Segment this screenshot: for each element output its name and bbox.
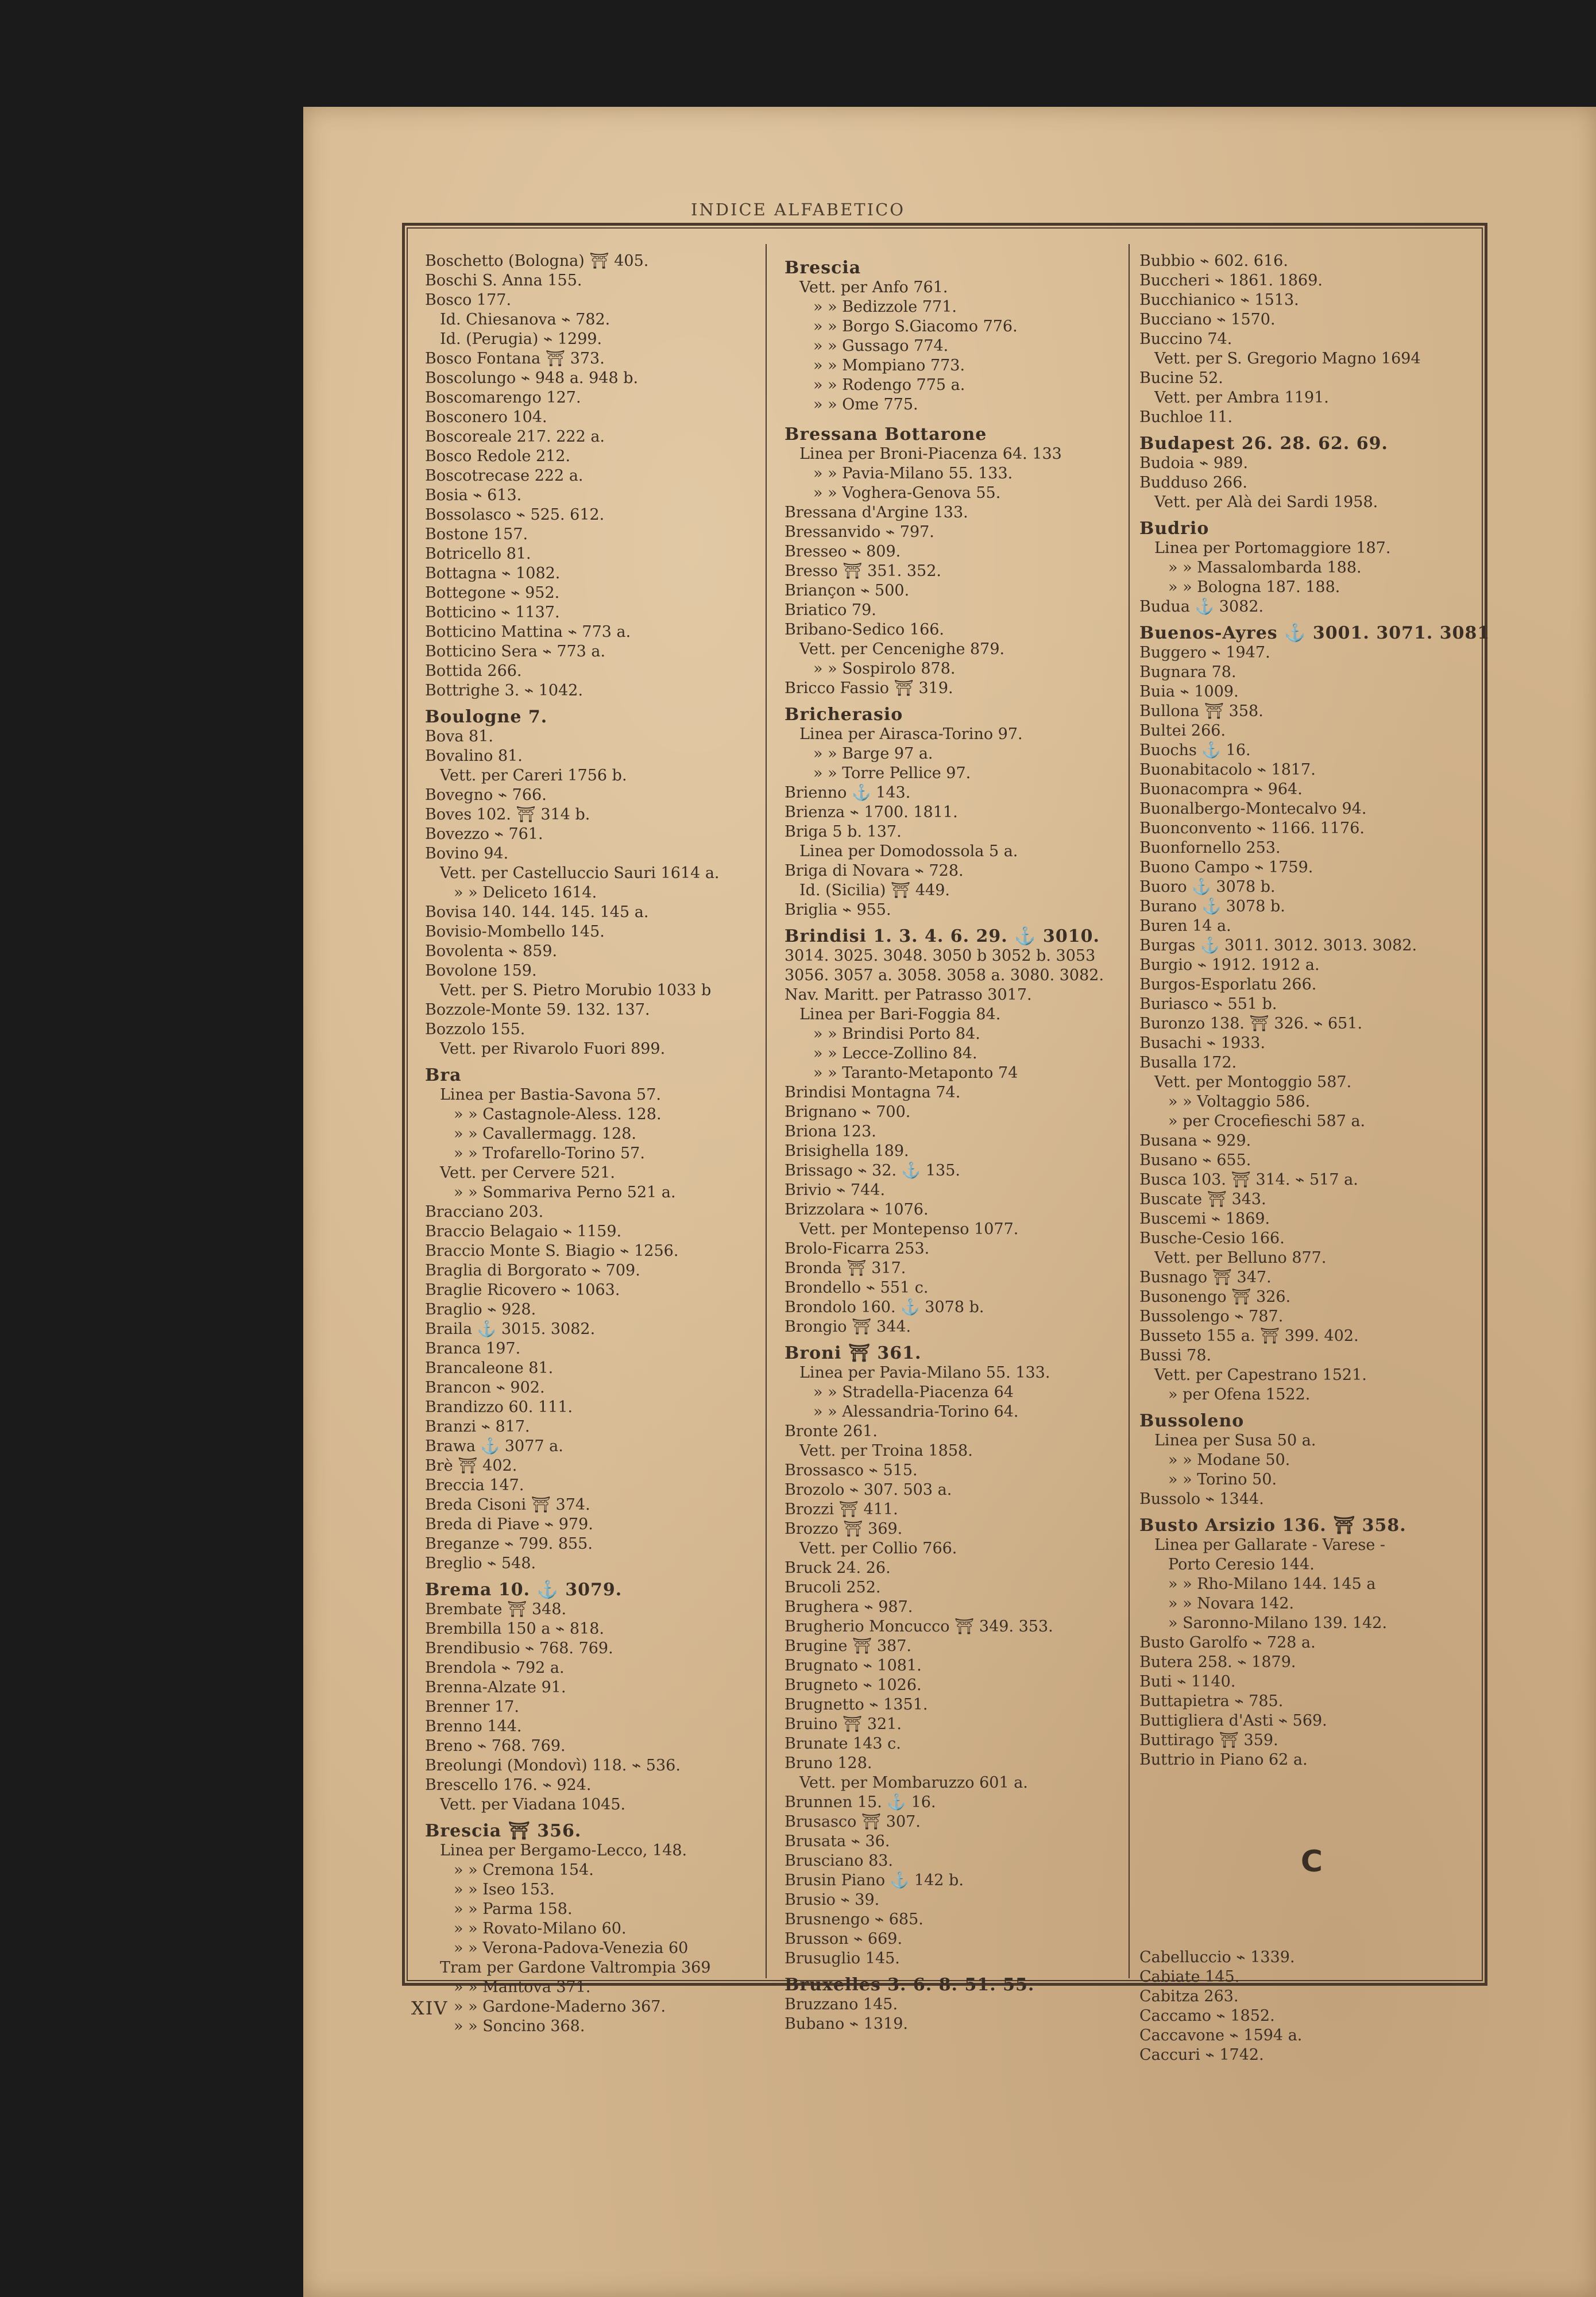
index-heading: Bra — [425, 1065, 462, 1085]
index-entry: Brenno 144. — [425, 1718, 522, 1735]
index-entry: Buren 14 a. — [1139, 917, 1231, 935]
index-heading: Bricherasio — [785, 705, 903, 725]
index-entry: Bultei 266. — [1139, 722, 1226, 740]
index-entry: Vett. per Castelluccio Sauri 1614 a. — [440, 864, 720, 882]
index-entry: Bubano ⌁ 1319. — [785, 2015, 908, 2033]
index-entry: Vett. per S. Gregorio Magno 1694 — [1154, 350, 1421, 368]
index-entry: Vett. per Montoggio 587. — [1154, 1073, 1352, 1091]
index-entry: Buonfornello 253. — [1139, 839, 1281, 857]
index-entry: Brusata ⌁ 36. — [785, 1832, 890, 1850]
index-entry: » » Cavallermagg. 128. — [454, 1125, 637, 1143]
index-entry: Boscoreale 217. 222 a. — [425, 428, 605, 446]
index-entry: Bricco Fassio ⛩ 319. — [785, 679, 953, 697]
index-entry: Boves 102. ⛩ 314 b. — [425, 806, 590, 823]
index-entry: Bosia ⌁ 613. — [425, 486, 522, 504]
index-entry: Breda Cisoni ⛩ 374. — [425, 1496, 590, 1514]
index-entry: » » Gardone-Maderno 367. — [454, 1998, 666, 2016]
index-entry: Vett. per Viadana 1045. — [440, 1796, 626, 1813]
index-entry: » » Iseo 153. — [454, 1881, 555, 1898]
index-entry: Busca 103. ⛩ 314. ⌁ 517 a. — [1139, 1171, 1358, 1189]
index-entry: Vett. per Troina 1858. — [799, 1442, 973, 1460]
index-entry: Buggero ⌁ 1947. — [1139, 644, 1270, 662]
index-entry: Buriasco ⌁ 551 b. — [1139, 995, 1277, 1013]
index-heading: Budapest 26. 28. 62. 69. — [1139, 434, 1388, 454]
index-entry: Brucoli 252. — [785, 1579, 881, 1596]
index-entry: Brugnetto ⌁ 1351. — [785, 1696, 928, 1714]
index-entry: Braccio Monte S. Biagio ⌁ 1256. — [425, 1242, 679, 1260]
index-heading: Brescia ⛩ 356. — [425, 1821, 582, 1841]
index-entry: Vett. per Rivarolo Fuori 899. — [440, 1040, 666, 1058]
index-entry: Brancon ⌁ 902. — [425, 1379, 545, 1397]
index-entry: » » Cremona 154. — [454, 1861, 594, 1879]
index-heading: Bruxelles 3. 6. 8. 51. 55. — [785, 1975, 1035, 1995]
index-entry: » » Sommariva Perno 521 a. — [454, 1184, 676, 1201]
index-entry: Busto Garolfo ⌁ 728 a. — [1139, 1634, 1316, 1652]
index-entry: Linea per Broni-Piacenza 64. 133 — [799, 445, 1062, 463]
index-entry: Brolo-Ficarra 253. — [785, 1240, 930, 1258]
index-entry: Brisighella 189. — [785, 1142, 909, 1160]
index-entry: Brissago ⌁ 32. ⚓ 135. — [785, 1162, 960, 1180]
index-entry: Vett. per Mombaruzzo 601 a. — [799, 1774, 1028, 1792]
index-entry: Brendola ⌁ 792 a. — [425, 1659, 565, 1677]
index-entry: Linea per Susa 50 a. — [1154, 1432, 1316, 1449]
index-entry: Bovisio-Mombello 145. — [425, 923, 605, 941]
index-entry: Busnago ⛩ 347. — [1139, 1269, 1272, 1286]
index-column-3 — [1139, 252, 1490, 2064]
index-entry: Buttrio in Piano 62 a. — [1139, 1751, 1308, 1769]
index-entry: Buonalbergo-Montecalvo 94. — [1139, 800, 1367, 818]
index-entry: Vett. per Capestrano 1521. — [1154, 1366, 1367, 1384]
index-entry: » » Alessandria-Torino 64. — [813, 1403, 1019, 1421]
index-entry: Bruno 128. — [785, 1754, 872, 1772]
index-entry: Botricello 81. — [425, 545, 531, 563]
index-entry: Brugneto ⌁ 1026. — [785, 1676, 922, 1694]
index-entry: Bossolasco ⌁ 525. 612. — [425, 506, 605, 524]
index-entry: Bottida 266. — [425, 662, 522, 680]
index-entry: Brusson ⌁ 669. — [785, 1930, 903, 1948]
index-entry: Id. (Sicilia) ⛩ 449. — [799, 881, 950, 899]
index-entry: Brondolo 160. ⚓ 3078 b. — [785, 1298, 984, 1316]
index-entry: Branca 197. — [425, 1340, 521, 1358]
index-entry: Braglio ⌁ 928. — [425, 1301, 536, 1318]
index-heading: Busto Arsizio 136. ⛩ 358. — [1139, 1515, 1406, 1536]
index-entry: Bosco Redole 212. — [425, 447, 571, 465]
section-letter: C — [1300, 1844, 1323, 1879]
index-entry: » » Voltaggio 586. — [1168, 1093, 1311, 1111]
index-entry: Breno ⌁ 768. 769. — [425, 1737, 566, 1755]
index-entry: Bozzolo 155. — [425, 1020, 525, 1038]
index-entry: Bovisa 140. 144. 145. 145 a. — [425, 903, 649, 921]
index-entry: Linea per Gallarate - Varese - — [1154, 1536, 1386, 1554]
index-entry: Busseto 155 a. ⛩ 399. 402. — [1139, 1327, 1359, 1345]
index-entry: Budua ⚓ 3082. — [1139, 598, 1264, 616]
index-entry: Budoia ⌁ 989. — [1139, 454, 1249, 472]
index-entry: Bruck 24. 26. — [785, 1559, 891, 1577]
index-entry: Bozzole-Monte 59. 132. 137. — [425, 1001, 650, 1019]
index-entry: 3056. 3057 a. 3058. 3058 a. 3080. 3082. — [785, 966, 1104, 984]
index-entry: Boscomarengo 127. — [425, 389, 581, 407]
index-entry: Buonabitacolo ⌁ 1817. — [1139, 761, 1316, 779]
index-entry: Bussolo ⌁ 1344. — [1139, 1490, 1264, 1508]
index-entry: » » Novara 142. — [1168, 1595, 1294, 1612]
index-entry: Cabitza 263. — [1139, 1987, 1239, 2005]
index-entry: Brugine ⛩ 387. — [785, 1637, 911, 1655]
index-entry: Braila ⚓ 3015. 3082. — [425, 1320, 596, 1338]
index-entry: Bussi 78. — [1139, 1347, 1212, 1364]
index-entry: Bovino 94. — [425, 845, 509, 863]
index-entry: Bugnara 78. — [1139, 663, 1236, 681]
index-entry: Brawa ⚓ 3077 a. — [425, 1437, 563, 1455]
index-entry: Brozzo ⛩ 369. — [785, 1520, 903, 1538]
index-heading: Buenos-Ayres ⚓ 3001. 3071. 3081 — [1139, 623, 1490, 643]
index-entry: Vett. per Anfo 761. — [799, 279, 948, 296]
index-entry: » » Stradella-Piacenza 64 — [813, 1383, 1014, 1401]
index-entry: » » Lecce-Zollino 84. — [813, 1045, 977, 1062]
index-entry: » » Taranto-Metaponto 74 — [813, 1064, 1018, 1082]
page-number: XIV — [411, 1997, 449, 2019]
index-entry: Bronda ⛩ 317. — [785, 1259, 906, 1277]
index-entry: » » Barge 97 a. — [813, 745, 933, 763]
index-entry: Brenner 17. — [425, 1698, 519, 1716]
index-entry: Buccheri ⌁ 1861. 1869. — [1139, 272, 1323, 289]
index-entry: Buscate ⛩ 343. — [1139, 1190, 1266, 1208]
index-entry: » » Rovato-Milano 60. — [454, 1920, 627, 1938]
index-heading: Broni ⛩ 361. — [785, 1343, 922, 1363]
index-entry: Cabiate 145. — [1139, 1968, 1240, 1986]
index-entry: Bovolenta ⌁ 859. — [425, 942, 558, 960]
index-entry: » » Mompiano 773. — [813, 357, 965, 374]
index-entry: » » Soncino 368. — [454, 2017, 585, 2035]
index-entry: Bosco 177. — [425, 291, 512, 309]
index-entry: Briançon ⌁ 500. — [785, 582, 910, 600]
index-entry: » » Parma 158. — [454, 1900, 573, 1918]
index-entry: Id. Chiesanova ⌁ 782. — [440, 311, 610, 328]
index-entry: Brignano ⌁ 700. — [785, 1103, 911, 1121]
index-entry: Brusnengo ⌁ 685. — [785, 1911, 923, 1928]
index-entry: Braglia di Borgorato ⌁ 709. — [425, 1262, 640, 1279]
index-entry: Briglia ⌁ 955. — [785, 901, 891, 919]
index-entry: » » Castagnole-Aless. 128. — [454, 1105, 662, 1123]
index-entry: » » Rodengo 775 a. — [813, 376, 965, 394]
index-entry: Brozolo ⌁ 307. 503 a. — [785, 1481, 952, 1499]
index-entry: Id. (Perugia) ⌁ 1299. — [440, 330, 602, 348]
index-entry: Burgio ⌁ 1912. 1912 a. — [1139, 956, 1320, 974]
index-entry: » » Sospirolo 878. — [813, 660, 956, 678]
index-entry: Brandizzo 60. 111. — [425, 1398, 573, 1416]
index-entry: Brè ⛩ 402. — [425, 1457, 517, 1475]
index-entry: Buchloe 11. — [1139, 408, 1233, 426]
index-entry: Briatico 79. — [785, 601, 876, 619]
index-entry: » » Rho-Milano 144. 145 a — [1168, 1575, 1376, 1593]
index-entry: Bronte 261. — [785, 1422, 878, 1440]
index-entry: » per Ofena 1522. — [1168, 1386, 1311, 1403]
index-entry: Brusio ⌁ 39. — [785, 1891, 880, 1909]
index-entry: Bucciano ⌁ 1570. — [1139, 311, 1276, 328]
index-entry: Busana ⌁ 929. — [1139, 1132, 1251, 1150]
index-entry: Vett. per Ambra 1191. — [1154, 389, 1329, 407]
index-entry: Brienno ⚓ 143. — [785, 784, 911, 802]
index-entry: Bucine 52. — [1139, 369, 1223, 387]
index-entry: Braccio Belagaio ⌁ 1159. — [425, 1223, 622, 1240]
page-header: INDICE ALFABETICO — [690, 200, 906, 219]
index-entry: Bovezzo ⌁ 761. — [425, 825, 543, 843]
index-entry: Braglie Ricovero ⌁ 1063. — [425, 1281, 620, 1299]
index-entry: » » Modane 50. — [1168, 1451, 1290, 1469]
index-entry: Linea per Portomaggiore 187. — [1154, 539, 1391, 557]
index-entry: » » Ome 775. — [813, 396, 918, 413]
index-entry: Bovegno ⌁ 766. — [425, 786, 547, 804]
index-entry: Busalla 172. — [1139, 1054, 1237, 1072]
index-entry: Breganze ⌁ 799. 855. — [425, 1535, 593, 1553]
index-entry: Linea per Bari-Foggia 84. — [799, 1006, 1001, 1023]
index-entry: » » Bedizzole 771. — [813, 298, 957, 316]
index-entry: Brongio ⛩ 344. — [785, 1318, 911, 1336]
index-entry: Tram per Gardone Valtrompia 369 — [440, 1959, 711, 1977]
index-entry: Brienza ⌁ 1700. 1811. — [785, 803, 958, 821]
index-entry: Buochs ⚓ 16. — [1139, 741, 1251, 759]
index-entry: Busche-Cesio 166. — [1139, 1229, 1285, 1247]
index-entry: Busonengo ⛩ 326. — [1139, 1288, 1291, 1306]
index-entry: » » Massalombarda 188. — [1168, 559, 1362, 577]
index-entry: Bovolone 159. — [425, 962, 537, 980]
index-entry: Brugnato ⌁ 1081. — [785, 1657, 922, 1675]
index-entry: » » Voghera-Genova 55. — [813, 484, 1001, 502]
index-entry: Buronzo 138. ⛩ 326. ⌁ 651. — [1139, 1015, 1363, 1033]
index-entry: Brizzolara ⌁ 1076. — [785, 1201, 929, 1219]
index-heading: Brema 10. ⚓ 3079. — [425, 1580, 623, 1600]
index-entry: Bottagna ⌁ 1082. — [425, 564, 561, 582]
index-entry: Brembate ⛩ 348. — [425, 1600, 567, 1618]
index-entry: Boscotrecase 222 a. — [425, 467, 583, 485]
index-entry: Brancaleone 81. — [425, 1359, 554, 1377]
index-entry: Buttirago ⛩ 359. — [1139, 1731, 1278, 1749]
index-entry: Buscemi ⌁ 1869. — [1139, 1210, 1270, 1228]
index-entry: Bottrighe 3. ⌁ 1042. — [425, 682, 583, 699]
index-entry: » » Brindisi Porto 84. — [813, 1025, 980, 1043]
index-entry: Bresso ⛩ 351. 352. — [785, 562, 941, 580]
index-entry: » » Borgo S.Giacomo 776. — [813, 318, 1018, 335]
index-entry: Bressana d'Argine 133. — [785, 504, 968, 521]
index-entry: Bracciano 203. — [425, 1203, 544, 1221]
index-entry: Porto Ceresio 144. — [1168, 1556, 1315, 1573]
index-entry: Botticino ⌁ 1137. — [425, 604, 560, 621]
index-entry: Butera 258. ⌁ 1879. — [1139, 1653, 1296, 1671]
index-entry: Buttapietra ⌁ 785. — [1139, 1692, 1284, 1710]
index-entry: Branzi ⌁ 817. — [425, 1418, 530, 1436]
index-entry: » » Verona-Padova-Venezia 60 — [454, 1939, 689, 1957]
index-entry: Brusasco ⛩ 307. — [785, 1813, 921, 1831]
index-entry: Nav. Maritt. per Patrasso 3017. — [785, 986, 1032, 1004]
index-entry: Brindisi Montagna 74. — [785, 1084, 961, 1101]
index-entry: Vett. per S. Pietro Morubio 1033 b — [440, 981, 712, 999]
index-entry: Bullona ⛩ 358. — [1139, 702, 1263, 720]
index-entry: » Saronno-Milano 139. 142. — [1168, 1614, 1388, 1632]
index-entry: Vett. per Belluno 877. — [1154, 1249, 1327, 1267]
index-entry: Bresseo ⌁ 809. — [785, 543, 901, 560]
index-entry: Linea per Bergamo-Lecco, 148. — [440, 1842, 687, 1859]
index-entry: Boschetto (Bologna) ⛩ 405. — [425, 252, 649, 270]
index-entry: Briga 5 b. 137. — [785, 823, 902, 841]
index-entry: Caccuri ⌁ 1742. — [1139, 2046, 1264, 2064]
index-heading: Brindisi 1. 3. 4. 6. 29. ⚓ 3010. — [785, 926, 1100, 946]
index-entry: Cabelluccio ⌁ 1339. — [1139, 1948, 1295, 1966]
index-entry: Bruzzano 145. — [785, 1996, 898, 2013]
index-entry: Buttigliera d'Asti ⌁ 569. — [1139, 1712, 1327, 1730]
index-entry: Burgas ⚓ 3011. 3012. 3013. 3082. — [1139, 937, 1417, 954]
index-entry: Bressanvido ⌁ 797. — [785, 523, 934, 541]
index-entry: Brembilla 150 a ⌁ 818. — [425, 1620, 604, 1638]
index-entry: Bova 81. — [425, 728, 493, 745]
index-entry: » » Deliceto 1614. — [454, 884, 597, 902]
index-entry: Brughera ⌁ 987. — [785, 1598, 913, 1616]
index-heading: Brescia — [785, 258, 861, 278]
index-entry: Buonacompra ⌁ 964. — [1139, 780, 1303, 798]
index-entry: Breccia 147. — [425, 1476, 524, 1494]
index-heading: Bressana Bottarone — [785, 424, 987, 444]
index-heading: Boulogne 7. — [425, 707, 548, 727]
index-entry: Busano ⌁ 655. — [1139, 1151, 1251, 1169]
index-entry: Buti ⌁ 1140. — [1139, 1673, 1236, 1691]
index-entry: Brusuglio 145. — [785, 1950, 900, 1967]
index-heading: Bussoleno — [1139, 1411, 1245, 1431]
index-entry: Botticino Sera ⌁ 773 a. — [425, 643, 606, 660]
index-entry: Boscolungo ⌁ 948 a. 948 b. — [425, 369, 639, 387]
index-entry: Vett. per Montepenso 1077. — [799, 1220, 1019, 1238]
index-entry: Vett. per Cervere 521. — [440, 1164, 615, 1182]
index-entry: Brivio ⌁ 744. — [785, 1181, 886, 1199]
index-entry: Bostone 157. — [425, 525, 528, 543]
index-entry: Brunnen 15. ⚓ 16. — [785, 1793, 936, 1811]
index-entry: 3014. 3025. 3048. 3050 b 3052 b. 3053 — [785, 947, 1096, 965]
index-column-2 — [785, 252, 1129, 2033]
index-entry: » » Bologna 187. 188. — [1168, 578, 1340, 596]
index-entry: Brendibusio ⌁ 768. 769. — [425, 1639, 613, 1657]
index-entry: Brossasco ⌁ 515. — [785, 1461, 918, 1479]
index-entry: Brusin Piano ⚓ 142 b. — [785, 1871, 964, 1889]
index-entry: » » Mantova 371. — [454, 1978, 591, 1996]
index-entry: Bussolengo ⌁ 787. — [1139, 1308, 1284, 1325]
index-entry: Breolungi (Mondovì) 118. ⌁ 536. — [425, 1757, 681, 1774]
index-entry: Breglio ⌁ 548. — [425, 1554, 536, 1572]
index-entry: Linea per Bastia-Savona 57. — [440, 1086, 661, 1104]
index-heading: Budrio — [1139, 519, 1209, 539]
index-entry: Budduso 266. — [1139, 474, 1247, 492]
index-entry: Brusciano 83. — [785, 1852, 894, 1870]
index-entry: » » Torre Pellice 97. — [813, 764, 971, 782]
index-entry: Brenna-Alzate 91. — [425, 1679, 566, 1696]
index-entry: Buono Campo ⌁ 1759. — [1139, 859, 1313, 876]
index-entry: Botticino Mattina ⌁ 773 a. — [425, 623, 631, 641]
index-entry: Linea per Airasca-Torino 97. — [799, 725, 1023, 743]
index-entry: Vett. per Cencenighe 879. — [799, 640, 1005, 658]
index-entry: Bovalino 81. — [425, 747, 523, 765]
index-entry: Brozzi ⛩ 411. — [785, 1501, 898, 1518]
index-entry: Burano ⚓ 3078 b. — [1139, 898, 1285, 915]
index-entry: » » Trofarello-Torino 57. — [454, 1144, 645, 1162]
index-entry: » » Torino 50. — [1168, 1471, 1277, 1488]
index-entry: Buoro ⚓ 3078 b. — [1139, 878, 1276, 896]
index-entry: Burgos-Esporlatu 266. — [1139, 976, 1317, 993]
index-entry: Bubbio ⌁ 602. 616. — [1139, 252, 1288, 270]
index-entry: » » Gussago 774. — [813, 337, 949, 355]
index-entry: Vett. per Careri 1756 b. — [440, 767, 627, 784]
index-entry: Buia ⌁ 1009. — [1139, 683, 1239, 701]
index-entry: Linea per Domodossola 5 a. — [799, 842, 1018, 860]
index-entry: Vett. per Collio 766. — [799, 1540, 957, 1557]
index-entry: Bosco Fontana ⛩ 373. — [425, 350, 605, 368]
index-entry: Brescello 176. ⌁ 924. — [425, 1776, 592, 1794]
index-entry: Bosconero 104. — [425, 408, 547, 426]
index-entry: Brunate 143 c. — [785, 1735, 901, 1753]
index-entry: Busachi ⌁ 1933. — [1139, 1034, 1266, 1052]
index-entry: Buonconvento ⌁ 1166. 1176. — [1139, 819, 1365, 837]
index-entry: Briga di Novara ⌁ 728. — [785, 862, 964, 880]
index-entry: Buccino 74. — [1139, 330, 1232, 348]
index-entry: » per Crocefieschi 587 a. — [1168, 1112, 1366, 1130]
index-entry: Boschi S. Anna 155. — [425, 272, 582, 289]
index-entry: Breda di Piave ⌁ 979. — [425, 1515, 593, 1533]
index-entry: Vett. per Alà dei Sardi 1958. — [1154, 493, 1378, 511]
index-entry: Brondello ⌁ 551 c. — [785, 1279, 929, 1297]
index-entry: Linea per Pavia-Milano 55. 133. — [799, 1364, 1050, 1382]
index-entry: Bruino ⛩ 321. — [785, 1715, 902, 1733]
index-entry: Caccamo ⌁ 1852. — [1139, 2007, 1275, 2025]
index-entry: Bribano-Sedico 166. — [785, 621, 945, 639]
index-entry: Bottegone ⌁ 952. — [425, 584, 560, 602]
index-entry: » » Pavia-Milano 55. 133. — [813, 465, 1013, 482]
index-entry: Briona 123. — [785, 1123, 876, 1140]
index-entry: Caccavone ⌁ 1594 a. — [1139, 2027, 1303, 2044]
index-entry: Bucchianico ⌁ 1513. — [1139, 291, 1299, 309]
index-entry: Brugherio Moncucco ⛩ 349. 353. — [785, 1618, 1053, 1635]
